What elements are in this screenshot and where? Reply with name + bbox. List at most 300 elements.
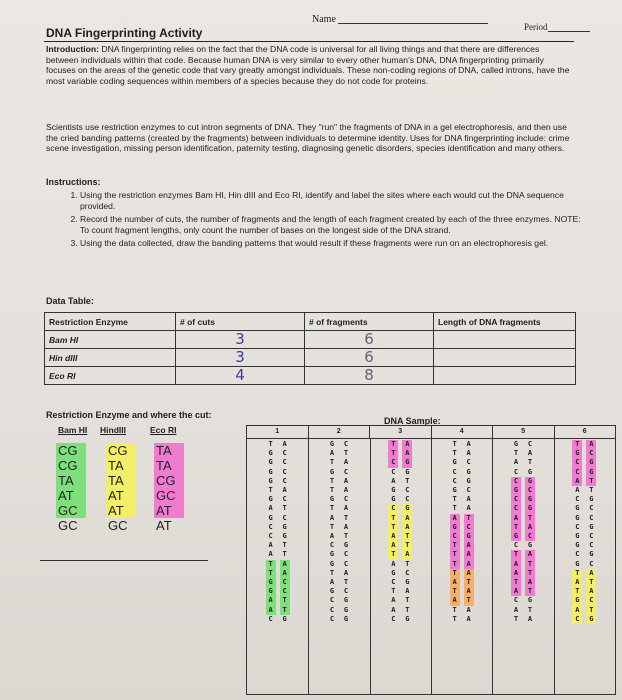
dna-base: G — [466, 467, 471, 476]
column-divider — [308, 438, 309, 694]
dna-base: C — [282, 476, 287, 485]
dna-sample-box — [246, 425, 616, 695]
dna-base: C — [268, 614, 273, 623]
dna-base: G — [527, 541, 533, 550]
enzyme-heading-ecori: Eco RI — [150, 425, 177, 435]
dna-base: A — [450, 578, 460, 587]
dna-base: A — [388, 541, 398, 550]
dna-strand — [388, 440, 398, 624]
dna-base: T — [343, 578, 349, 587]
cell-cuts[interactable]: 4 — [176, 367, 305, 385]
dna-base: T — [391, 587, 396, 596]
dna-base: C — [391, 578, 396, 587]
dna-base: G — [268, 476, 273, 485]
dna-base: A — [466, 440, 471, 448]
dna-base: T — [282, 550, 287, 559]
dna-base: T — [450, 569, 460, 578]
dna-base: T — [388, 523, 398, 532]
dna-base: T — [586, 578, 596, 587]
dna-base: A — [525, 523, 535, 532]
base-pair: GC — [58, 518, 78, 533]
dna-base: G — [268, 513, 273, 522]
dna-base: A — [575, 486, 580, 495]
dna-base: T — [343, 449, 349, 458]
dna-base: A — [466, 449, 471, 458]
dna-base: C — [466, 458, 471, 467]
dna-base: A — [527, 449, 533, 458]
dna-base: A — [511, 560, 521, 569]
dna-base: G — [268, 467, 273, 476]
dna-base: T — [513, 449, 519, 458]
dna-base: A — [266, 596, 276, 605]
dna-base: A — [572, 477, 582, 486]
dna-base: C — [527, 440, 533, 448]
dna-base: T — [280, 606, 290, 615]
dna-base: T — [511, 523, 521, 532]
dna-base: T — [388, 550, 398, 559]
dna-base: G — [575, 559, 580, 568]
dna-base: C — [511, 495, 521, 504]
dna-base: C — [268, 532, 273, 541]
dna-base: A — [513, 458, 519, 467]
column-number: 3 — [370, 426, 432, 438]
dna-base: A — [572, 578, 582, 587]
dna-base: A — [586, 569, 596, 578]
header-cuts: # of cuts — [176, 313, 305, 331]
dna-base: T — [388, 514, 398, 523]
dna-base: G — [527, 596, 533, 605]
cell-fragments[interactable]: 6 — [305, 331, 434, 349]
dna-base: G — [329, 440, 335, 448]
dna-base: T — [452, 504, 457, 513]
dna-base: T — [572, 587, 582, 596]
dna-base: A — [466, 495, 471, 504]
dna-base: A — [268, 541, 273, 550]
dna-strand — [280, 440, 290, 624]
dna-base: A — [405, 587, 410, 596]
dna-base: A — [527, 614, 533, 623]
dna-base: C — [586, 596, 596, 605]
dna-base: G — [589, 495, 594, 504]
cell-lengths[interactable] — [434, 367, 576, 385]
dna-base: C — [513, 541, 519, 550]
dna-base: G — [589, 522, 594, 531]
dna-base: T — [511, 578, 521, 587]
dna-base: T — [452, 605, 457, 614]
dna-base: C — [589, 513, 594, 522]
column-divider — [492, 438, 493, 694]
cell-cuts[interactable]: 3 — [176, 331, 305, 349]
period-field[interactable] — [524, 22, 590, 32]
column-divider — [554, 438, 555, 694]
dna-base: C — [589, 559, 594, 568]
dna-base: G — [402, 504, 412, 513]
header-fragments: # of fragments — [305, 313, 434, 331]
dna-base: C — [572, 468, 582, 477]
enzyme-site-ecori — [154, 443, 184, 533]
instructions-heading: Instructions: — [46, 177, 101, 187]
dna-base: T — [405, 596, 410, 605]
data-table — [44, 312, 576, 385]
dna-base: C — [525, 532, 535, 541]
dna-base: T — [513, 614, 519, 623]
dna-base: T — [402, 541, 412, 550]
dna-base: C — [282, 458, 287, 467]
dna-base: T — [525, 560, 535, 569]
table-row — [45, 349, 576, 367]
cell-enzyme: Eco RI — [45, 367, 176, 385]
dna-base: T — [329, 458, 335, 467]
dna-base: C — [575, 550, 580, 559]
dna-base: A — [511, 514, 521, 523]
dna-base: A — [402, 440, 412, 449]
dna-base: C — [280, 587, 290, 596]
dna-base: A — [402, 514, 412, 523]
dna-base: T — [282, 504, 287, 513]
dna-base: C — [575, 522, 580, 531]
base-pair: CG — [56, 443, 86, 458]
dna-base: A — [268, 550, 273, 559]
dna-base: T — [388, 449, 398, 458]
dna-base: C — [405, 486, 410, 495]
dna-strand — [511, 440, 521, 624]
dna-base: G — [513, 440, 519, 448]
dna-base: C — [450, 532, 460, 541]
dna-base: C — [343, 587, 349, 596]
dna-base: G — [575, 541, 580, 550]
dna-base: A — [329, 578, 335, 587]
column-number: 6 — [582, 428, 587, 435]
intro-text: DNA fingerprinting relies on the fact that the DNA code is universal for all living things and that there are differences between individuals within that code. Because human DNA is very similar to every other human's DNA, DNA fingerprinting primarily focuses on the areas of the genetic code that vary greatly amongst individuals. These non-coding regions of DNA, called introns, have the most variable coding sequences within members of a species because they do not code for proteins. — [46, 44, 570, 86]
dna-base: C — [282, 513, 287, 522]
dna-base: A — [511, 587, 521, 596]
dna-base: T — [527, 605, 533, 614]
cell-enzyme: Hin dIII — [45, 349, 176, 367]
dna-base: A — [572, 606, 582, 615]
dna-base: A — [391, 476, 396, 485]
cell-fragments[interactable]: 6 — [305, 349, 434, 367]
dna-base: C — [589, 532, 594, 541]
dna-base: A — [513, 605, 519, 614]
dna-base: G — [511, 486, 521, 495]
dna-base: C — [452, 476, 457, 485]
dna-base: T — [329, 504, 335, 513]
dna-strand — [341, 440, 351, 624]
dna-base: A — [282, 440, 287, 448]
dna-base: T — [511, 550, 521, 559]
base-pair: GC — [108, 518, 128, 533]
dna-base: G — [282, 614, 287, 623]
dna-base: G — [452, 486, 457, 495]
dna-base: C — [343, 467, 349, 476]
dna-base: G — [575, 504, 580, 513]
dna-base: C — [268, 522, 273, 531]
base-pair: AT — [106, 503, 136, 518]
title-divider — [44, 41, 574, 42]
dna-base: T — [452, 495, 457, 504]
dna-base: A — [450, 514, 460, 523]
dna-base: A — [402, 550, 412, 559]
dna-base: T — [464, 578, 474, 587]
dna-strand — [266, 440, 276, 624]
dna-base: A — [391, 596, 396, 605]
dna-base: A — [329, 449, 335, 458]
dna-base: T — [329, 486, 335, 495]
restriction-paragraph: Scientists use restriction enzymes to cut intron segments of DNA. They "run" the fragments of DNA in a gel electrophoresis, and then use the cried banding patterns (created by the fragments) between individuals to determine identity. Uses for DNA fingerprinting include: crime scene investigation, missing person identification, paternity testing, diagnosing genetic disorders, species identification and many others. — [46, 122, 570, 154]
dna-base: T — [464, 514, 474, 523]
data-table-label: Data Table: — [46, 296, 94, 306]
column-number: 5 — [493, 426, 555, 438]
dna-base: A — [280, 569, 290, 578]
dna-base: T — [405, 605, 410, 614]
base-pair: TA — [106, 458, 136, 473]
dna-base: G — [572, 449, 582, 458]
dna-base: C — [388, 458, 398, 467]
introduction-paragraph — [46, 44, 574, 86]
dna-base: G — [402, 458, 412, 467]
dna-base: A — [450, 596, 460, 605]
dna-base: C — [329, 596, 335, 605]
dna-base: G — [329, 550, 335, 559]
dna-base: G — [282, 532, 287, 541]
dna-base: G — [391, 568, 396, 577]
dna-base: G — [525, 477, 535, 486]
dna-base: C — [405, 495, 410, 504]
dna-base: A — [343, 504, 349, 513]
dna-strand — [586, 440, 596, 624]
header-enzyme: Restriction Enzyme — [45, 313, 176, 331]
dna-base: C — [329, 614, 335, 623]
dna-base: T — [586, 606, 596, 615]
dna-base: T — [572, 569, 582, 578]
dna-base: G — [464, 532, 474, 541]
dna-base: G — [466, 476, 471, 485]
dna-base: G — [450, 523, 460, 532]
dna-base: G — [527, 467, 533, 476]
enzyme-heading-hindiii: HindIII — [100, 425, 126, 435]
dna-base: A — [402, 449, 412, 458]
dna-base: C — [405, 568, 410, 577]
base-pair: CG — [106, 443, 136, 458]
dna-base: G — [343, 605, 349, 614]
dna-base: G — [268, 495, 273, 504]
enzyme-heading-bamhi: Bam HI — [58, 425, 88, 435]
dna-base: A — [466, 614, 471, 623]
dna-base: A — [280, 560, 290, 569]
dna-base: A — [464, 587, 474, 596]
dna-base: C — [589, 504, 594, 513]
dna-base: G — [268, 458, 273, 467]
dna-base: T — [329, 522, 335, 531]
dna-base: C — [464, 523, 474, 532]
dna-strand — [402, 440, 412, 624]
dna-base: G — [586, 468, 596, 477]
dna-base: A — [402, 523, 412, 532]
dna-base: A — [464, 541, 474, 550]
column-divider — [431, 438, 432, 694]
dna-base: T — [450, 541, 460, 550]
dna-base: G — [391, 486, 396, 495]
page-title: DNA Fingerprinting Activity — [46, 26, 203, 40]
instruction-step: 2. Record the number of cuts, the number of fragments and the length of each fragment created by each of the three enzymes. NOTE: To count fragment lengths, only count the number of bases on the longest side of the DNA strand. — [80, 214, 588, 235]
column-number: 4 — [432, 426, 494, 438]
dna-base: A — [343, 522, 349, 531]
dna-base: C — [391, 467, 396, 476]
dna-base: T — [525, 587, 535, 596]
dna-base: T — [525, 514, 535, 523]
dna-base: T — [329, 476, 335, 485]
dna-base: C — [572, 458, 582, 467]
dna-base: A — [464, 550, 474, 559]
dna-base: G — [586, 615, 596, 624]
dna-base: G — [266, 587, 276, 596]
dna-base: A — [282, 486, 287, 495]
dna-base: G — [511, 532, 521, 541]
dna-base: T — [268, 486, 273, 495]
dna-base: T — [452, 614, 457, 623]
name-field[interactable] — [312, 14, 488, 25]
dna-base: C — [282, 467, 287, 476]
dna-base: C — [511, 477, 521, 486]
dna-base: G — [525, 495, 535, 504]
dna-base: T — [405, 476, 410, 485]
base-pair: TA — [56, 473, 86, 488]
dna-base: G — [282, 522, 287, 531]
dna-base: C — [343, 559, 349, 568]
dna-base: C — [572, 615, 582, 624]
dna-base: A — [343, 476, 349, 485]
dna-base: G — [405, 467, 410, 476]
dna-base: G — [405, 578, 410, 587]
dna-base: G — [575, 513, 580, 522]
column-number: 1 — [247, 426, 309, 438]
cell-lengths[interactable] — [434, 349, 576, 367]
dna-base: C — [511, 504, 521, 513]
dna-base: C — [513, 596, 519, 605]
dna-base: A — [464, 569, 474, 578]
cell-fragments[interactable]: 8 — [305, 367, 434, 385]
dna-strand — [327, 440, 337, 624]
dna-base: A — [268, 504, 273, 513]
dna-base: C — [329, 605, 335, 614]
dna-base: C — [329, 541, 335, 550]
dna-base: T — [452, 449, 457, 458]
base-pair: AT — [106, 488, 136, 503]
dna-base: C — [280, 578, 290, 587]
dna-sample-title: DNA Sample: — [384, 416, 441, 426]
base-pair: GC — [154, 488, 184, 503]
dna-base: G — [452, 458, 457, 467]
name-label: Name — [312, 14, 336, 25]
dna-base: A — [586, 587, 596, 596]
dna-base: A — [466, 605, 471, 614]
dna-base: G — [268, 449, 273, 458]
dna-strand — [572, 440, 582, 624]
dna-base: T — [343, 513, 349, 522]
dna-base: G — [266, 578, 276, 587]
dna-base: T — [452, 440, 457, 448]
instruction-step: 1. Using the restriction enzymes Bam HI, Hin dIII and Eco RI, identify and label the sites where each would cut the DNA sequence provided. — [80, 190, 588, 211]
table-row — [45, 367, 576, 385]
restriction-title: Restriction Enzyme and where the cut: — [46, 410, 212, 420]
dna-base: T — [266, 560, 276, 569]
dna-base: T — [464, 596, 474, 605]
header-lengths: Length of DNA fragments — [434, 313, 576, 331]
dna-base: A — [391, 605, 396, 614]
dna-base: G — [589, 550, 594, 559]
dna-base: G — [343, 614, 349, 623]
dna-base: A — [586, 440, 596, 449]
dna-base: C — [525, 486, 535, 495]
dna-base: T — [266, 569, 276, 578]
base-pair: TA — [106, 473, 136, 488]
dna-base: G — [329, 587, 335, 596]
dna-strand — [464, 440, 474, 624]
instruction-step: 3. Using the data collected, draw the banding patterns that would result if these fragments were run on an electrophoresis gel. — [80, 238, 588, 249]
base-pair: AT — [154, 503, 184, 518]
dna-base: G — [329, 559, 335, 568]
cell-lengths[interactable] — [434, 331, 576, 349]
dna-base: T — [405, 559, 410, 568]
dna-base: C — [452, 467, 457, 476]
table-header-row — [45, 313, 576, 331]
enzyme-site-bamhi — [56, 443, 86, 533]
dna-strand — [450, 440, 460, 624]
dna-base: A — [525, 550, 535, 559]
dna-base: T — [282, 541, 287, 550]
dna-base: A — [466, 504, 471, 513]
dna-base: T — [329, 568, 335, 577]
dna-base: A — [525, 578, 535, 587]
dna-base: T — [388, 440, 398, 449]
cell-cuts[interactable]: 3 — [176, 349, 305, 367]
dna-base: T — [527, 458, 533, 467]
dna-base: T — [450, 560, 460, 569]
dna-base: A — [266, 606, 276, 615]
cell-enzyme: Bam HI — [45, 331, 176, 349]
column-number: 2 — [309, 426, 371, 438]
restriction-divider — [40, 560, 208, 561]
dna-base: C — [343, 495, 349, 504]
dna-base: G — [343, 596, 349, 605]
dna-base: C — [589, 541, 594, 550]
dna-base: C — [343, 550, 349, 559]
base-pair: AT — [56, 488, 86, 503]
base-pair: AT — [156, 518, 172, 533]
dna-base: T — [450, 550, 460, 559]
dna-base: G — [575, 532, 580, 541]
dna-base: C — [282, 449, 287, 458]
dna-base: G — [586, 458, 596, 467]
dna-base: T — [586, 477, 596, 486]
dna-base: T — [280, 596, 290, 605]
base-pair: CG — [154, 473, 184, 488]
dna-base: A — [511, 569, 521, 578]
column-divider — [370, 438, 371, 694]
dna-base: C — [586, 449, 596, 458]
dna-base: G — [343, 541, 349, 550]
dna-base: T — [343, 532, 349, 541]
dna-base: T — [268, 440, 273, 448]
dna-base: G — [329, 495, 335, 504]
dna-base: A — [329, 513, 335, 522]
table-row — [45, 331, 576, 349]
dna-base: T — [572, 440, 582, 449]
dna-base: A — [388, 532, 398, 541]
enzyme-site-hindiii — [106, 443, 136, 533]
dna-base: C — [343, 440, 349, 448]
dna-base: A — [343, 458, 349, 467]
